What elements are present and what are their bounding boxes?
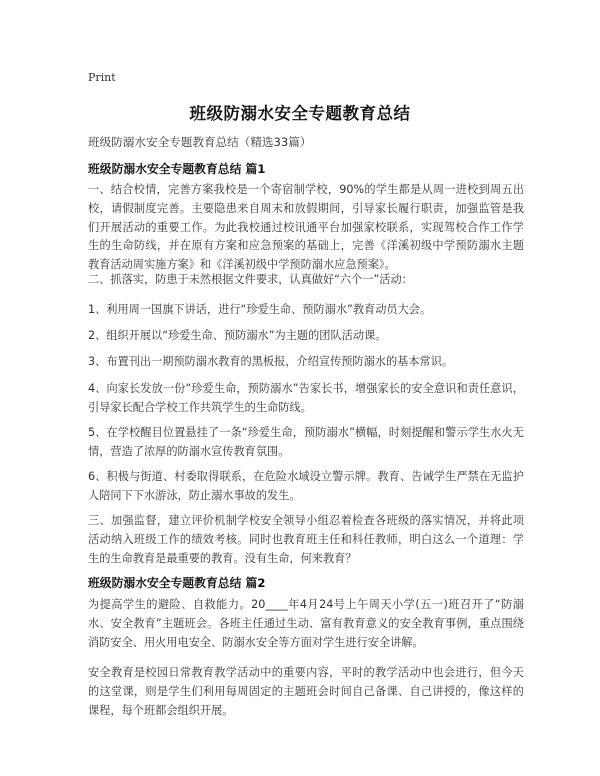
paragraph: 1、利用周一国旗下讲话，进行“珍爱生命、预防溺水”教育动员大会。 [88, 303, 432, 316]
paragraph: 三、加强监督，建立评价机制学校安全领导小组忍着检查各班级的落实情况，并将此项活动纳入班级工作的绩效考核。同时也教育班主任和科任教师，明白这么一个道理：学生的生命教育是最重要的教育。没有生命，何来教育？ [88, 514, 524, 565]
paragraph: 二、抓落实，防患于未然根据文件要求，认真做好“六个一”活动： [88, 273, 413, 286]
paragraph: 安全教育是校园日常教育教学活动中的重要内容，平时的教学活动中也会进行，但今天的这堂课，则是学生们利用每周固定的主题班会时间自己备课、自己讲授的，像这样的课程，每个班都会组织开展。 [88, 666, 524, 717]
paragraph: 2、组织开展以“珍爱生命、预防溺水”为主题的团队活动课。 [88, 329, 387, 342]
print-link[interactable]: Print [88, 71, 116, 84]
paragraph: 一、结合校情，完善方案我校是一个寄宿制学校，90%的学生都是从周一进校到周五出校，请假制度完善。主要隐患来自周末和放假期间，引导家长履行职责，加强监管是我们开展活动的重要工作。为此我校通过校讯通平台加强家校联系，实现驾校合作工作学生的生命防线，并在原有方案和应急预案的基础上，完善《洋溪初级中学预防溺水主题教育活动周实施方案》和《洋溪初级中学预防溺水应急预案》。 [88, 183, 524, 272]
paragraph: 5、在学校醒目位置悬挂了一条“珍爱生命，预防溺水”横幅，时刻提醒和警示学生水火无情，营造了浓厚的防溺水宣传教育氛围。 [88, 426, 524, 458]
paragraph: 6、积极与街道、村委取得联系，在危险水域设立警示牌。教育、告诫学生严禁在无监护人陪同下下水游泳，防止溺水事故的发生。 [88, 470, 524, 502]
paragraph: 4、向家长发放一份“珍爱生命，预防溺水”告家长书，增强家长的安全意识和责任意识，引导家长配合学校工作共筑学生的生命防线。 [88, 382, 524, 414]
section-heading-1: 班级防溺水安全专题教育总结 篇1 [88, 162, 266, 176]
paragraph: 为提高学生的避险、自救能力。20____年4月24号上午周天小学(五一)班召开了“防溺水、安全教育”主题班会。各班主任通过生动、富有教育意义的安全教育事例，重点围绕消防安全、用火用电安全、防溺水安全等方面对学生进行安全讲解。 [88, 598, 524, 649]
document-subtitle: 班级防溺水安全专题教育总结（精选33篇） [88, 135, 312, 149]
paragraph: 3、布置刊出一期预防溺水教育的黑板报，介绍宣传预防溺水的基本常识。 [88, 355, 454, 368]
page-title: 班级防溺水安全专题教育总结 [189, 104, 411, 123]
section-heading-2: 班级防溺水安全专题教育总结 篇2 [88, 576, 266, 590]
